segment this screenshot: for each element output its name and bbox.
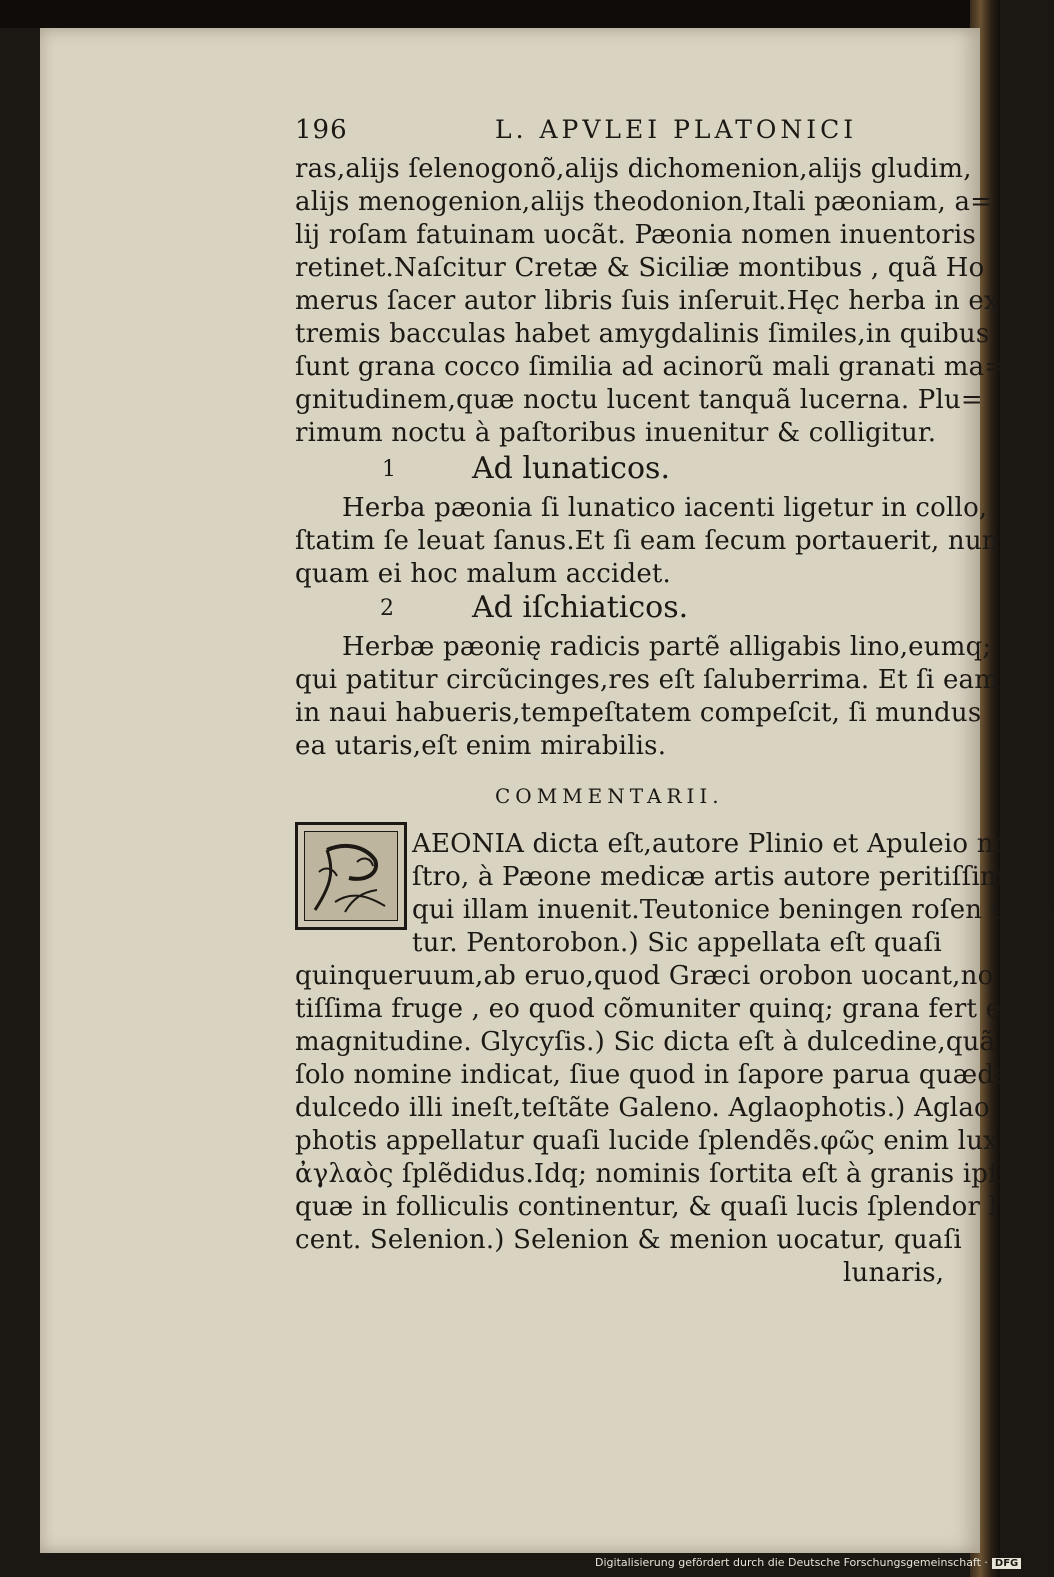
credit-text: Digitalisierung gefördert durch die Deutsche Forschungsgemeinschaft · [595, 1556, 988, 1569]
page-number: 196 [295, 115, 348, 145]
text-line: ſunt grana cocco ſimilia ad acinorũ mali granati ma= [295, 352, 1007, 382]
text-line: photis appellatur quaſi lucide ſplendẽs.φῶς enim lux eſt, [295, 1126, 1051, 1156]
section-heading: Ad lunaticos. [472, 451, 670, 486]
dfg-logo: DFG [992, 1558, 1021, 1569]
text-line: ſtatim ſe leuat ſanus.Et ſi eam ſecum portauerit, nun [295, 526, 999, 556]
text-line: cent. Selenion.) Selenion & menion uocatur, quaſi [295, 1225, 962, 1255]
decorated-initial-p [295, 822, 407, 930]
text-line: rimum noctu à paſtoribus inuenitur & colligitur. [295, 418, 937, 448]
commentary-title: COMMENTARII. [495, 784, 724, 808]
text-line: quæ in folliculis continentur, & quaſi lucis ſplendor lu- [295, 1192, 1024, 1222]
text-line: tur. Pentorobon.) Sic appellata eſt quaſi [412, 928, 942, 958]
page-header [295, 115, 1015, 155]
foliage-ornament-icon [305, 832, 399, 922]
text-line: in naui habueris,tempeſtatem compeſcit, ſi mundus [295, 698, 982, 728]
text-line: AEONIA dicta eſt,autore Plinio et Apuleio no [412, 829, 1010, 859]
text-line: ſolo nomine indicat, ſiue quod in ſapore parua quædam [295, 1060, 1035, 1090]
text-line: ἀγλαὸς ſplẽdidus.Idq; nominis ſortita eſt à granis ipſius [295, 1159, 1037, 1189]
text-line: ea utaris,eſt enim mirabilis. [295, 731, 667, 761]
text-line: quam ei hoc malum accidet. [295, 559, 672, 589]
text-line: tiſſima fruge , eo quod cõmuniter quinq; grana fert erui [295, 994, 1040, 1024]
text-line: retinet.Naſcitur Cretæ & Siciliæ montibus , quã Ho [295, 253, 985, 283]
text-line: Herba pæonia ſi lunatico iacenti ligetur in collo, [342, 493, 988, 523]
scan-dark-border [0, 0, 1000, 28]
text-line: Herbæ pæonię radicis partẽ alligabis lino,eumq; [342, 632, 992, 662]
section-number: 2 [380, 596, 394, 621]
text-line: qui patitur circũcinges,res eſt ſaluberrima. Et ſi eam [295, 665, 1000, 695]
text-line: merus ſacer autor libris ſuis inſeruit.Hęc herba in ex [295, 286, 999, 316]
text-line: qui illam inuenit.Teutonice beningen roſen uoca [412, 895, 1054, 925]
text-line: gnitudinem,quæ noctu lucent tanquã lucerna. Plu= [295, 385, 983, 415]
digitization-credit [595, 1556, 1019, 1574]
text-line: liј roſam fatuinam uocãt. Pæonia nomen inuentoris [295, 220, 976, 250]
text-line: ras,aliјs ſelenogonõ,aliјs dichomenion,aliјs gludim, [295, 154, 972, 184]
section-heading: Ad iſchiaticos. [472, 590, 689, 625]
text-line: quinqueruum,ab eruo,quod Græci orobon uocant,no [295, 961, 994, 991]
text-line: aliјs menogenion,aliјs theodonion,Itali pæoniam, a= [295, 187, 993, 217]
catchword: lunaris, [843, 1258, 945, 1288]
text-line: dulcedo illi ineſt,teſtãte Galeno. Aglaophotis.) Aglao [295, 1093, 990, 1123]
running-head: L. APVLEI PLATONICI [495, 115, 858, 144]
section-number: 1 [382, 457, 396, 482]
text-line: magnitudine. Glycyſis.) Sic dicta eſt à dulcedine,quã [295, 1027, 996, 1057]
book-page [40, 28, 1054, 1553]
text-line: tremis bacculas habet amygdalinis ſimiles,in quibus [295, 319, 990, 349]
text-line: ſtro, à Pæone medicæ artis autore peritiſſimo, [412, 862, 1030, 892]
